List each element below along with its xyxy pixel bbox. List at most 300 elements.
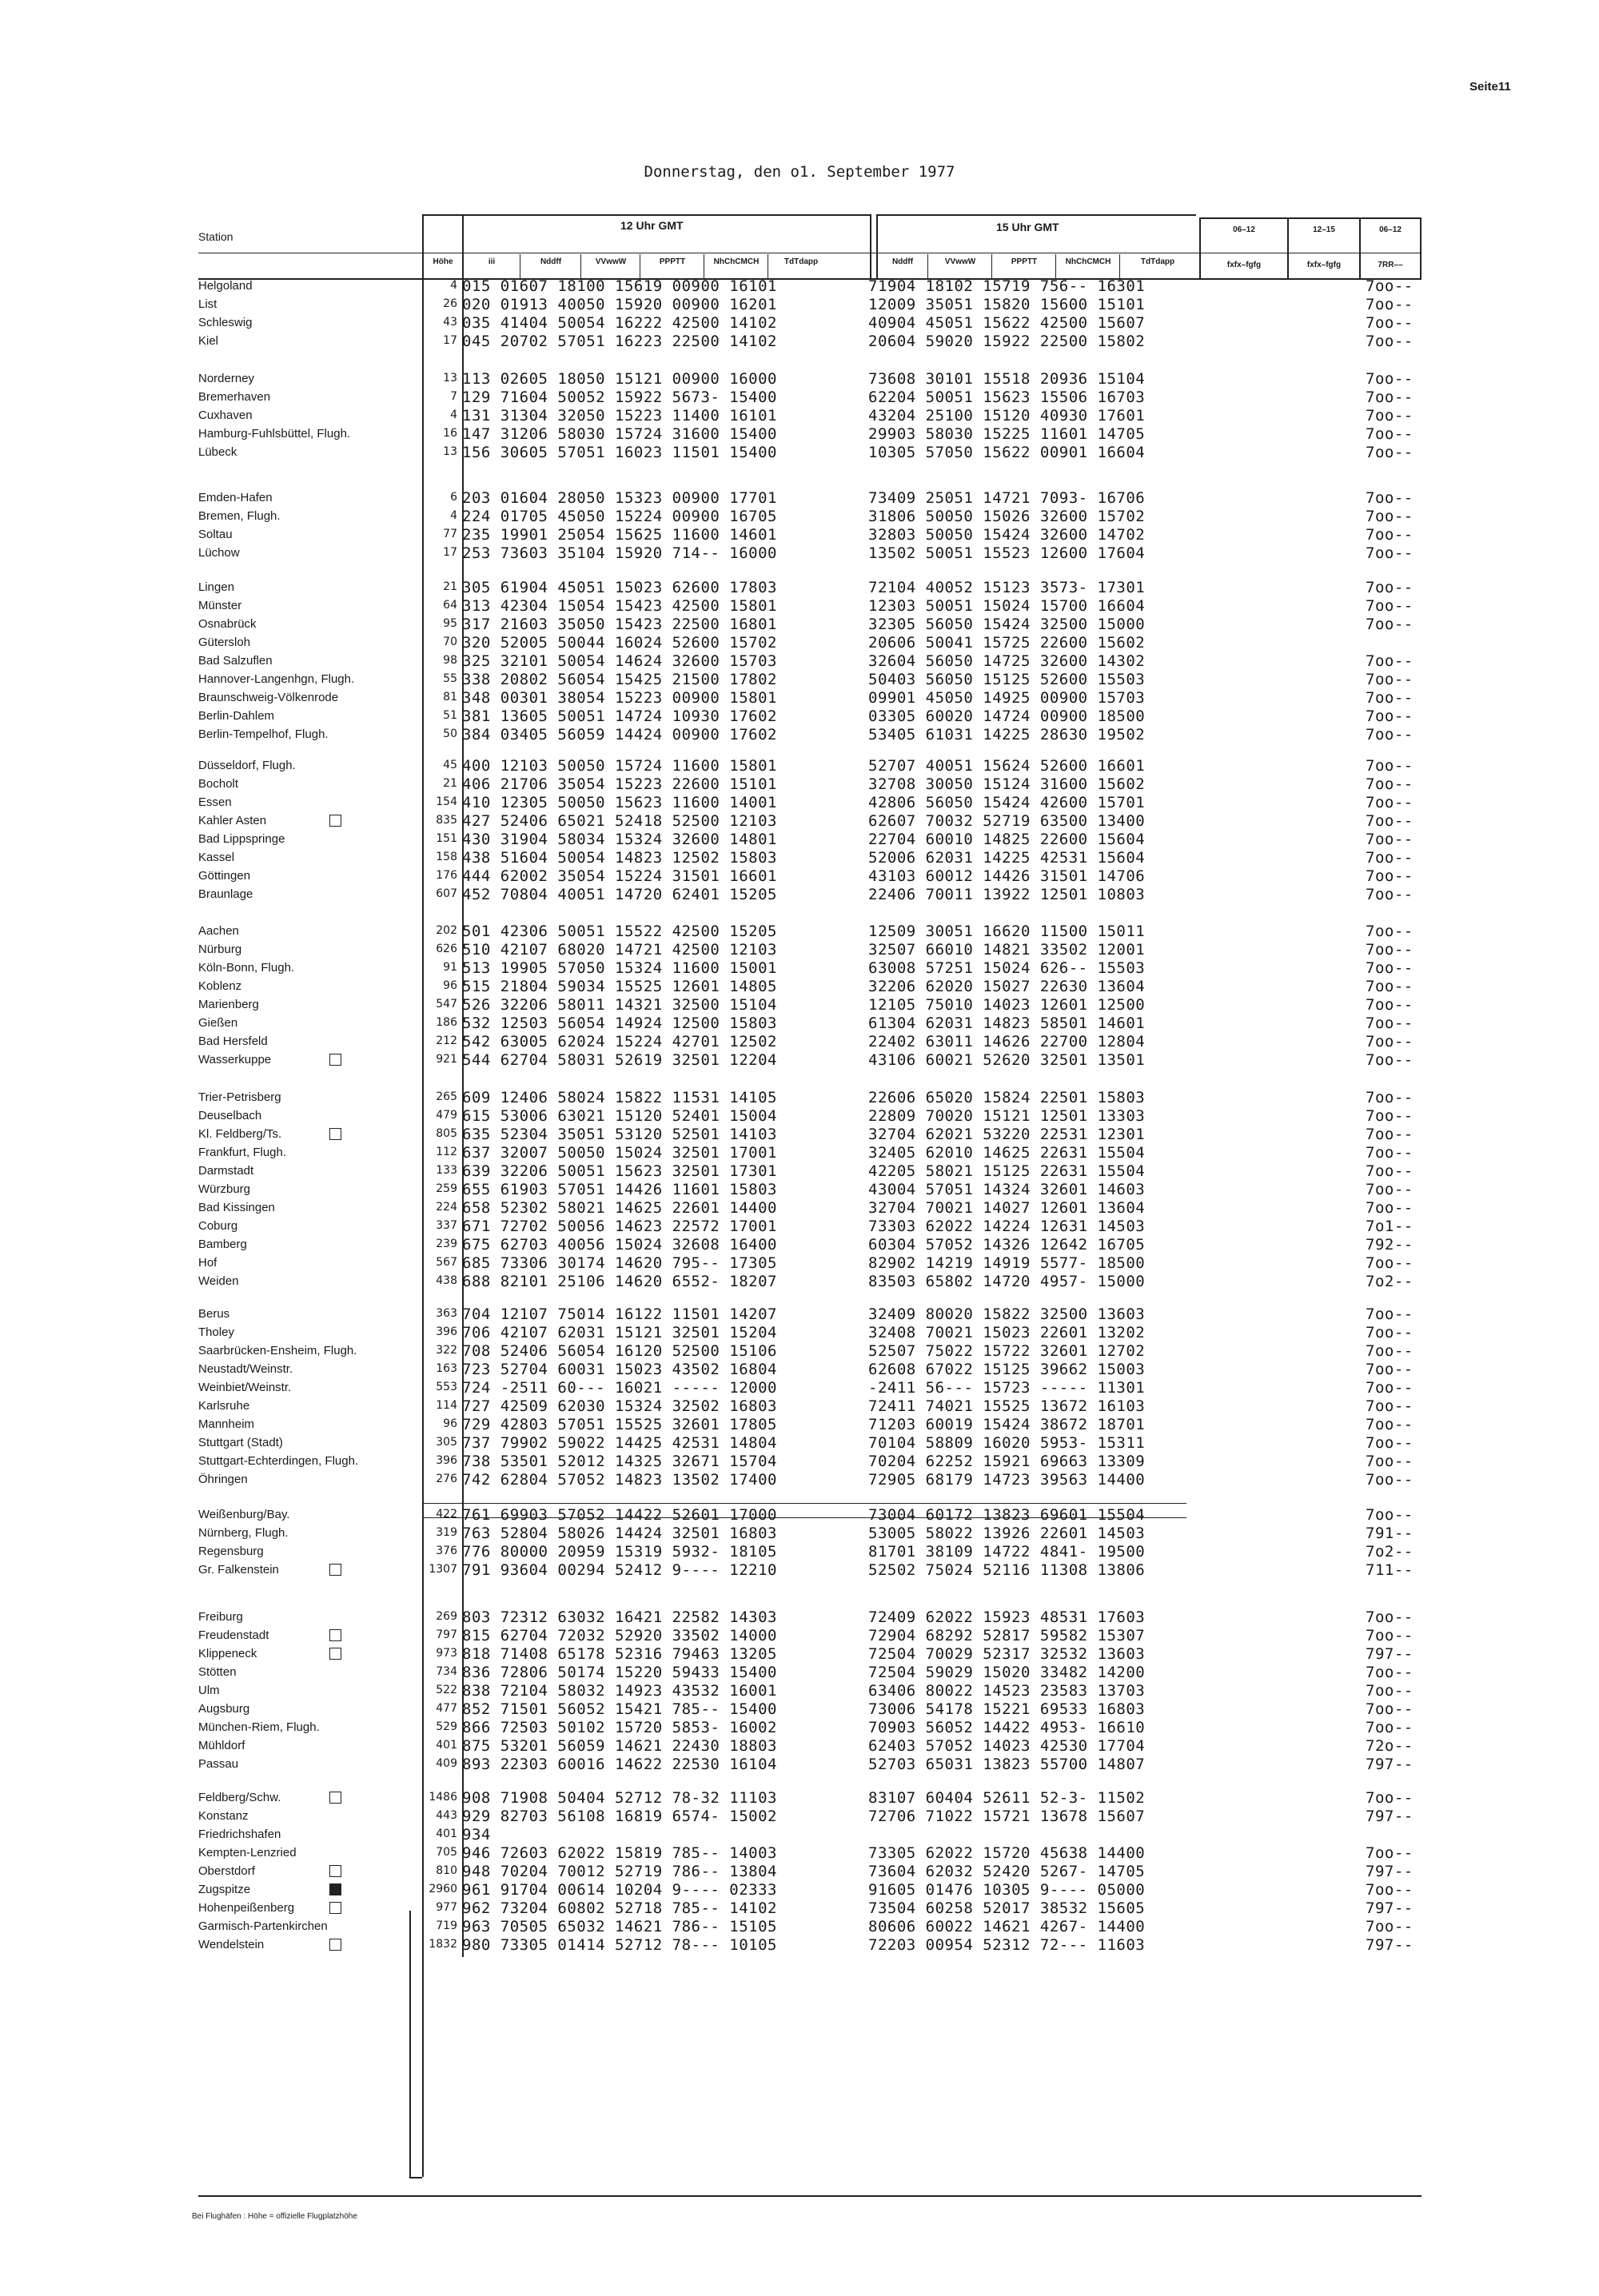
table-row: [0, 1377, 1599, 1396]
table-row: [0, 488, 1599, 506]
page-number: Seite11: [1469, 80, 1511, 94]
obs-15utc: 10305 57050 15622 00901 16604: [868, 444, 1146, 461]
table-row: [0, 1179, 1599, 1198]
summary-code: 7oo--: [1366, 314, 1414, 332]
col15-clouds: NhChCMCH: [1065, 257, 1111, 266]
table-row: [0, 1935, 1599, 1953]
station-height: 438: [436, 1274, 457, 1287]
station-name: Berlin-Dahlem: [198, 709, 275, 723]
square-icon: [329, 1128, 341, 1140]
station-height: 409: [436, 1757, 457, 1770]
obs-15utc: 72905 68179 14723 39563 14400: [868, 1471, 1146, 1489]
station-name: Karlsruhe: [198, 1399, 250, 1413]
station-name: Augsburg: [198, 1702, 250, 1716]
gmt15-header: 15 Uhr GMT: [996, 221, 1059, 233]
obs-12utc: 253 73603 35104 15920 714-- 16000: [462, 544, 777, 562]
station-name: Bamberg: [198, 1238, 247, 1251]
station-name: Lingen: [198, 580, 235, 594]
summary-code: 7oo--: [1366, 389, 1414, 406]
station-height: 7: [450, 390, 457, 403]
station-height: 239: [436, 1238, 457, 1250]
station-name: Bad Kissingen: [198, 1201, 275, 1214]
col15-vvwww: VVwwW: [944, 257, 976, 266]
station-height: 401: [436, 1828, 457, 1840]
table-row: [0, 1754, 1599, 1772]
summary-code: 7oo--: [1366, 407, 1414, 425]
obs-12utc: 235 19901 25054 15625 11600 14601: [462, 526, 777, 544]
summary-code: 7oo--: [1366, 1664, 1414, 1681]
obs-12utc: 609 12406 58024 15822 11531 14105: [462, 1089, 777, 1106]
table-row: [0, 1304, 1599, 1322]
table-row: [0, 847, 1599, 866]
hoehe-header: Höhe: [433, 257, 453, 266]
table-row: [0, 1216, 1599, 1234]
summary-code: 7oo--: [1366, 1181, 1414, 1198]
obs-12utc: 313 42304 15054 15423 42500 15801: [462, 597, 777, 615]
station-name: Stuttgart (Stadt): [198, 1436, 283, 1449]
station-height: 529: [436, 1720, 457, 1733]
obs-15utc: 71203 60019 15424 38672 18701: [868, 1416, 1146, 1433]
station-height: 363: [436, 1307, 457, 1320]
table-row: [0, 1359, 1599, 1377]
obs-15utc: 73608 30101 15518 20936 15104: [868, 370, 1146, 388]
obs-12utc: 838 72104 58032 14923 43532 16001: [462, 1682, 777, 1700]
table-row: [0, 939, 1599, 958]
summary-code: 7oo--: [1366, 425, 1414, 443]
station-name: Weinbiet/Weinstr.: [198, 1381, 292, 1394]
station-name: Bremerhaven: [198, 390, 271, 404]
table-row: [0, 313, 1599, 331]
station-height: 64: [443, 599, 457, 612]
summary-code: 7oo--: [1366, 1051, 1414, 1069]
table-row: [0, 1699, 1599, 1717]
station-name: Regensburg: [198, 1545, 264, 1558]
obs-15utc: 22402 63011 14626 22700 12804: [868, 1033, 1146, 1050]
obs-15utc: 20604 59020 15922 22500 15802: [868, 333, 1146, 350]
station-name: Berlin-Tempelhof, Flugh.: [198, 727, 329, 741]
summary-code: 7oo--: [1366, 689, 1414, 707]
station-group: [0, 921, 1599, 1068]
table-row: [0, 331, 1599, 349]
obs-15utc: 32803 50050 15424 32600 14702: [868, 526, 1146, 544]
station-height: 4: [450, 279, 457, 292]
station-height: 401: [436, 1739, 457, 1752]
table-row: [0, 276, 1599, 294]
station-group: [0, 1087, 1599, 1290]
station-name: Helgoland: [198, 279, 253, 293]
obs-15utc: 63406 80022 14523 23583 13703: [868, 1682, 1146, 1700]
station-name: Braunlage: [198, 887, 253, 901]
station-name: Garmisch-Partenkirchen: [198, 1919, 328, 1933]
summary-code: 7oo--: [1366, 1144, 1414, 1162]
obs-15utc: 73006 54178 15221 69533 16803: [868, 1700, 1146, 1718]
obs-12utc: 635 52304 35051 53120 52501 14103: [462, 1126, 777, 1143]
table-row: [0, 294, 1599, 313]
obs-12utc: 852 71501 56052 15421 785-- 15400: [462, 1700, 777, 1718]
col12-dewpoint: TdTdapp: [784, 257, 819, 266]
obs-12utc: 526 32206 58011 14321 32500 15104: [462, 996, 777, 1014]
station-name: München-Riem, Flugh.: [198, 1720, 320, 1734]
station-height: 1832: [429, 1938, 457, 1951]
table-row: [0, 958, 1599, 976]
station-name: Köln-Bonn, Flugh.: [198, 961, 295, 975]
summary-code: 7o1--: [1366, 1218, 1414, 1235]
summary-code: 7oo--: [1366, 794, 1414, 811]
obs-12utc: 410 12305 50050 15623 11600 14001: [462, 794, 777, 811]
summary-code: 7o2--: [1366, 1543, 1414, 1561]
summary-code: 7oo--: [1366, 508, 1414, 525]
station-name: Stuttgart-Echterdingen, Flugh.: [198, 1454, 359, 1468]
summary-code: 797--: [1366, 1756, 1414, 1773]
station-name: Klippeneck: [198, 1647, 257, 1660]
station-header: Station: [198, 230, 233, 243]
summary-code: 7oo--: [1366, 1789, 1414, 1807]
table-row: [0, 1916, 1599, 1935]
station-group: [0, 1788, 1599, 1953]
obs-12utc: 317 21603 35050 15423 22500 16801: [462, 616, 777, 633]
station-name: Würzburg: [198, 1182, 251, 1196]
obs-12utc: 020 01913 40050 15920 00900 16201: [462, 296, 777, 313]
obs-12utc: 452 70804 40051 14720 62401 15205: [462, 886, 777, 903]
r2-header: 12–15: [1313, 225, 1335, 234]
station-height: 797: [436, 1628, 457, 1641]
obs-15utc: 62608 67022 15125 39662 15003: [868, 1361, 1146, 1378]
summary-code: 797--: [1366, 1936, 1414, 1954]
obs-15utc: 83503 65802 14720 4957- 15000: [868, 1273, 1146, 1290]
obs-15utc: 40904 45051 15622 42500 15607: [868, 314, 1146, 332]
station-height: 50: [443, 727, 457, 740]
obs-12utc: 430 31904 58034 15324 32600 14801: [462, 831, 777, 848]
table-row: [0, 1505, 1599, 1523]
obs-12utc: 637 32007 50050 15024 32501 17001: [462, 1144, 777, 1162]
summary-code: 791--: [1366, 1525, 1414, 1542]
station-height: 276: [436, 1473, 457, 1485]
station-height: 4: [450, 509, 457, 522]
station-height: 567: [436, 1256, 457, 1269]
station-height: 13: [443, 372, 457, 385]
station-height: 186: [436, 1016, 457, 1029]
obs-12utc: 203 01604 28050 15323 00900 17701: [462, 489, 777, 507]
station-name: Mannheim: [198, 1417, 255, 1431]
obs-15utc: 91605 01476 10305 9---- 05000: [868, 1881, 1146, 1899]
iii-header: iii: [488, 257, 496, 266]
table-row: [0, 405, 1599, 424]
obs-12utc: 544 62704 58031 52619 32501 12204: [462, 1051, 777, 1069]
table-row: [0, 1031, 1599, 1050]
summary-code: 72o--: [1366, 1737, 1414, 1755]
square-icon: [329, 1054, 341, 1066]
summary-code: 7oo--: [1366, 849, 1414, 867]
station-name: Hof: [198, 1256, 217, 1270]
table-row: [0, 1541, 1599, 1560]
station-name: Bocholt: [198, 777, 239, 791]
obs-12utc: 929 82703 56108 16819 6574- 15002: [462, 1808, 777, 1825]
table-row: [0, 577, 1599, 596]
obs-15utc: 43103 60012 14426 31501 14706: [868, 867, 1146, 885]
station-height: 337: [436, 1219, 457, 1232]
summary-code: 7oo--: [1366, 1881, 1414, 1899]
obs-15utc: 70204 62252 15921 69663 13309: [868, 1453, 1146, 1470]
obs-15utc: 72706 71022 15721 13678 15607: [868, 1808, 1146, 1825]
filled-square-icon: [329, 1883, 341, 1895]
obs-15utc: 63008 57251 15024 626-- 15503: [868, 959, 1146, 977]
station-height: 43: [443, 316, 457, 329]
obs-12utc: 803 72312 63032 16421 22582 14303: [462, 1608, 777, 1626]
obs-15utc: 72409 62022 15923 48531 17603: [868, 1608, 1146, 1626]
summary-code: 7oo--: [1366, 886, 1414, 903]
table-row: [0, 1469, 1599, 1488]
station-name: Marienberg: [198, 998, 259, 1011]
station-height: 626: [436, 943, 457, 955]
obs-12utc: 934: [462, 1826, 491, 1844]
obs-15utc: 31806 50050 15026 32600 15702: [868, 508, 1146, 525]
obs-12utc: 688 82101 25106 14620 6552- 18207: [462, 1273, 777, 1290]
summary-code: 797--: [1366, 1899, 1414, 1917]
obs-15utc: 32604 56050 14725 32600 14302: [868, 652, 1146, 670]
obs-12utc: 763 52804 58026 14424 32501 16803: [462, 1525, 777, 1542]
station-name: Gießen: [198, 1016, 238, 1030]
station-height: 17: [443, 334, 457, 347]
square-icon: [329, 1865, 341, 1877]
col15-dewpoint: TdTdapp: [1140, 257, 1175, 266]
r2-sub: fxfx–fgfg: [1306, 261, 1342, 269]
station-name: Lübeck: [198, 445, 237, 459]
station-height: 154: [436, 795, 457, 808]
obs-12utc: 727 42509 62030 15324 32502 16803: [462, 1397, 777, 1415]
obs-15utc: 62607 70032 52719 63500 13400: [868, 812, 1146, 830]
station-height: 607: [436, 887, 457, 900]
summary-code: 7oo--: [1366, 652, 1414, 670]
station-name: Nürburg: [198, 943, 242, 956]
station-name: Berus: [198, 1307, 230, 1321]
station-name: Göttingen: [198, 869, 251, 883]
obs-12utc: 675 62703 40056 15024 32608 16400: [462, 1236, 777, 1254]
obs-15utc: 72504 59029 15020 33482 14200: [868, 1664, 1146, 1681]
station-height: 973: [436, 1647, 457, 1660]
station-height: 805: [436, 1127, 457, 1140]
summary-code: 7oo--: [1366, 579, 1414, 596]
obs-12utc: 381 13605 50051 14724 10930 17602: [462, 708, 777, 725]
summary-code: 7oo--: [1366, 1471, 1414, 1489]
obs-15utc: 72504 70029 52317 32532 13603: [868, 1645, 1146, 1663]
station-name: Koblenz: [198, 979, 242, 993]
table-row: [0, 1198, 1599, 1216]
station-height: 91: [443, 961, 457, 974]
table-row: [0, 1607, 1599, 1625]
square-icon: [329, 1648, 341, 1660]
obs-15utc: 53005 58022 13926 22601 14503: [868, 1525, 1146, 1542]
obs-15utc: 12303 50051 15024 15700 16604: [868, 597, 1146, 615]
table-row: [0, 724, 1599, 743]
obs-15utc: 62204 50051 15623 15506 16703: [868, 389, 1146, 406]
obs-15utc: 43004 57051 14324 32601 14603: [868, 1181, 1146, 1198]
station-height: 477: [436, 1702, 457, 1715]
obs-12utc: 427 52406 65021 52418 52500 12103: [462, 812, 777, 830]
station-height: 151: [436, 832, 457, 845]
station-name: Trier-Petrisberg: [198, 1090, 281, 1104]
table-row: [0, 1843, 1599, 1861]
obs-15utc: 52507 75022 15722 32601 12702: [868, 1342, 1146, 1360]
obs-15utc: 09901 45050 14925 00900 15703: [868, 689, 1146, 707]
table-row: [0, 1087, 1599, 1106]
obs-15utc: 12509 30051 16620 11500 15011: [868, 923, 1146, 940]
obs-15utc: 70903 56052 14422 4953- 16610: [868, 1719, 1146, 1736]
station-group: [0, 1505, 1599, 1578]
obs-15utc: 03305 60020 14724 00900 18500: [868, 708, 1146, 725]
obs-15utc: 12105 75010 14023 12601 12500: [868, 996, 1146, 1014]
table-row: [0, 1396, 1599, 1414]
table-row: [0, 1788, 1599, 1806]
table-row: [0, 424, 1599, 442]
gmt12-header: 12 Uhr GMT: [620, 219, 684, 232]
obs-12utc: 818 71408 65178 52316 79463 13205: [462, 1645, 777, 1663]
table-row: [0, 543, 1599, 561]
summary-code: 7oo--: [1366, 708, 1414, 725]
table-row: [0, 614, 1599, 632]
summary-code: 797--: [1366, 1863, 1414, 1880]
obs-15utc: 52006 62031 14225 42531 15604: [868, 849, 1146, 867]
summary-code: 7oo--: [1366, 1162, 1414, 1180]
table-row: [0, 1560, 1599, 1578]
station-height: 98: [443, 654, 457, 667]
obs-12utc: 147 31206 58030 15724 31600 15400: [462, 425, 777, 443]
station-name: Braunschweig-Völkenrode: [198, 691, 339, 704]
summary-code: 7oo--: [1366, 812, 1414, 830]
table-row: [0, 706, 1599, 724]
station-name: List: [198, 297, 217, 311]
summary-code: 7oo--: [1366, 1608, 1414, 1626]
summary-code: 7oo--: [1366, 1719, 1414, 1736]
obs-15utc: 22406 70011 13922 12501 10803: [868, 886, 1146, 903]
col12-vvwww: VVwwW: [595, 257, 627, 266]
station-height: 719: [436, 1919, 457, 1932]
station-group: [0, 1304, 1599, 1488]
obs-12utc: 738 53501 52012 14325 32671 15704: [462, 1453, 777, 1470]
obs-12utc: 438 51604 50054 14823 12502 15803: [462, 849, 777, 867]
square-icon: [329, 1792, 341, 1804]
table-row: [0, 506, 1599, 524]
obs-15utc: 82902 14219 14919 5577- 18500: [868, 1254, 1146, 1272]
obs-12utc: 639 32206 50051 15623 32501 17301: [462, 1162, 777, 1180]
obs-12utc: 655 61903 57051 14426 11601 15803: [462, 1181, 777, 1198]
station-name: Soltau: [198, 528, 233, 541]
obs-15utc: 43106 60021 52620 32501 13501: [868, 1051, 1146, 1069]
obs-12utc: 708 52406 56054 16120 52500 15106: [462, 1342, 777, 1360]
station-name: Öhringen: [198, 1473, 248, 1486]
col12-nddff: Nddff: [540, 257, 562, 266]
station-name: Friedrichshafen: [198, 1828, 281, 1841]
station-name: Cuxhaven: [198, 409, 253, 422]
summary-code: 7oo--: [1366, 444, 1414, 461]
station-name: Konstanz: [198, 1809, 249, 1823]
summary-code: 7oo--: [1366, 296, 1414, 313]
summary-code: 7oo--: [1366, 996, 1414, 1014]
obs-15utc: 62403 57052 14023 42530 17704: [868, 1737, 1146, 1755]
station-name: Nürnberg, Flugh.: [198, 1526, 289, 1540]
summary-code: 797--: [1366, 1645, 1414, 1663]
summary-code: 7oo--: [1366, 757, 1414, 775]
obs-15utc: 52502 75024 52116 11308 13806: [868, 1561, 1146, 1579]
summary-code: 7oo--: [1366, 1434, 1414, 1452]
station-height: 835: [436, 814, 457, 827]
station-name: Schleswig: [198, 316, 253, 329]
obs-15utc: 72203 00954 52312 72--- 11603: [868, 1936, 1146, 1954]
station-name: Weiden: [198, 1274, 239, 1288]
obs-15utc: 32704 70021 14027 12601 13604: [868, 1199, 1146, 1217]
table-row: [0, 884, 1599, 903]
obs-12utc: 510 42107 68020 14721 42500 12103: [462, 941, 777, 959]
obs-15utc: 32206 62020 15027 22630 13604: [868, 978, 1146, 995]
obs-15utc: 12009 35051 15820 15600 15101: [868, 296, 1146, 313]
obs-15utc: 43204 25100 15120 40930 17601: [868, 407, 1146, 425]
station-name: Wendelstein: [198, 1938, 265, 1951]
r3-header: 06–12: [1379, 225, 1402, 234]
obs-12utc: 742 62804 57052 14823 13502 17400: [462, 1471, 777, 1489]
obs-15utc: 52707 40051 15624 52600 16601: [868, 757, 1146, 775]
obs-12utc: 615 53006 63021 15120 52401 15004: [462, 1107, 777, 1125]
station-height: 163: [436, 1362, 457, 1375]
summary-code: 7oo--: [1366, 1844, 1414, 1862]
station-name: Bad Salzuflen: [198, 654, 273, 668]
obs-15utc: 32409 80020 15822 32500 13603: [868, 1305, 1146, 1323]
obs-12utc: 706 42107 62031 15121 32501 15204: [462, 1324, 777, 1341]
station-height: 26: [443, 297, 457, 310]
summary-code: 7oo--: [1366, 726, 1414, 743]
summary-code: 7oo--: [1366, 1416, 1414, 1433]
summary-code: 711--: [1366, 1561, 1414, 1579]
obs-12utc: 320 52005 50044 16024 52600 15702: [462, 634, 777, 652]
page-title: Donnerstag, den o1. September 1977: [644, 163, 955, 181]
table-row: [0, 524, 1599, 543]
summary-code: 7oo--: [1366, 370, 1414, 388]
table-row: [0, 1861, 1599, 1879]
station-height: 396: [436, 1325, 457, 1338]
station-height: 224: [436, 1201, 457, 1214]
table-row: [0, 1625, 1599, 1644]
summary-code: 7oo--: [1366, 526, 1414, 544]
station-height: 16: [443, 427, 457, 440]
summary-code: 7oo--: [1366, 1361, 1414, 1378]
obs-12utc: 384 03405 56059 14424 00900 17602: [462, 726, 777, 743]
station-height: 81: [443, 691, 457, 704]
obs-15utc: -2411 56--- 15723 ----- 11301: [868, 1379, 1146, 1397]
obs-15utc: 50403 56050 15125 52600 15503: [868, 671, 1146, 688]
summary-code: 7oo--: [1366, 1199, 1414, 1217]
obs-12utc: 035 41404 50054 16222 42500 14102: [462, 314, 777, 332]
summary-code: 7oo--: [1366, 959, 1414, 977]
summary-code: 7oo--: [1366, 1033, 1414, 1050]
table-row: [0, 1050, 1599, 1068]
station-name: Darmstadt: [198, 1164, 254, 1178]
obs-12utc: 729 42803 57051 15525 32601 17805: [462, 1416, 777, 1433]
station-name: Stötten: [198, 1665, 237, 1679]
station-height: 77: [443, 528, 457, 540]
table-row: [0, 1013, 1599, 1031]
obs-15utc: 72411 74021 15525 13672 16103: [868, 1397, 1146, 1415]
station-height: 45: [443, 759, 457, 771]
obs-12utc: 513 19905 57050 15324 11600 15001: [462, 959, 777, 977]
obs-12utc: 658 52302 58021 14625 22601 14400: [462, 1199, 777, 1217]
station-height: 734: [436, 1665, 457, 1678]
summary-code: 7oo--: [1366, 1254, 1414, 1272]
station-name: Kempten-Lenzried: [198, 1846, 297, 1860]
obs-12utc: 129 71604 50052 15922 5673- 15400: [462, 389, 777, 406]
station-name: Hohenpeißenberg: [198, 1901, 295, 1915]
obs-15utc: 32408 70021 15023 22601 13202: [868, 1324, 1146, 1341]
table-row: [0, 651, 1599, 669]
obs-12utc: 338 20802 56054 15425 21500 17802: [462, 671, 777, 688]
station-height: 176: [436, 869, 457, 882]
